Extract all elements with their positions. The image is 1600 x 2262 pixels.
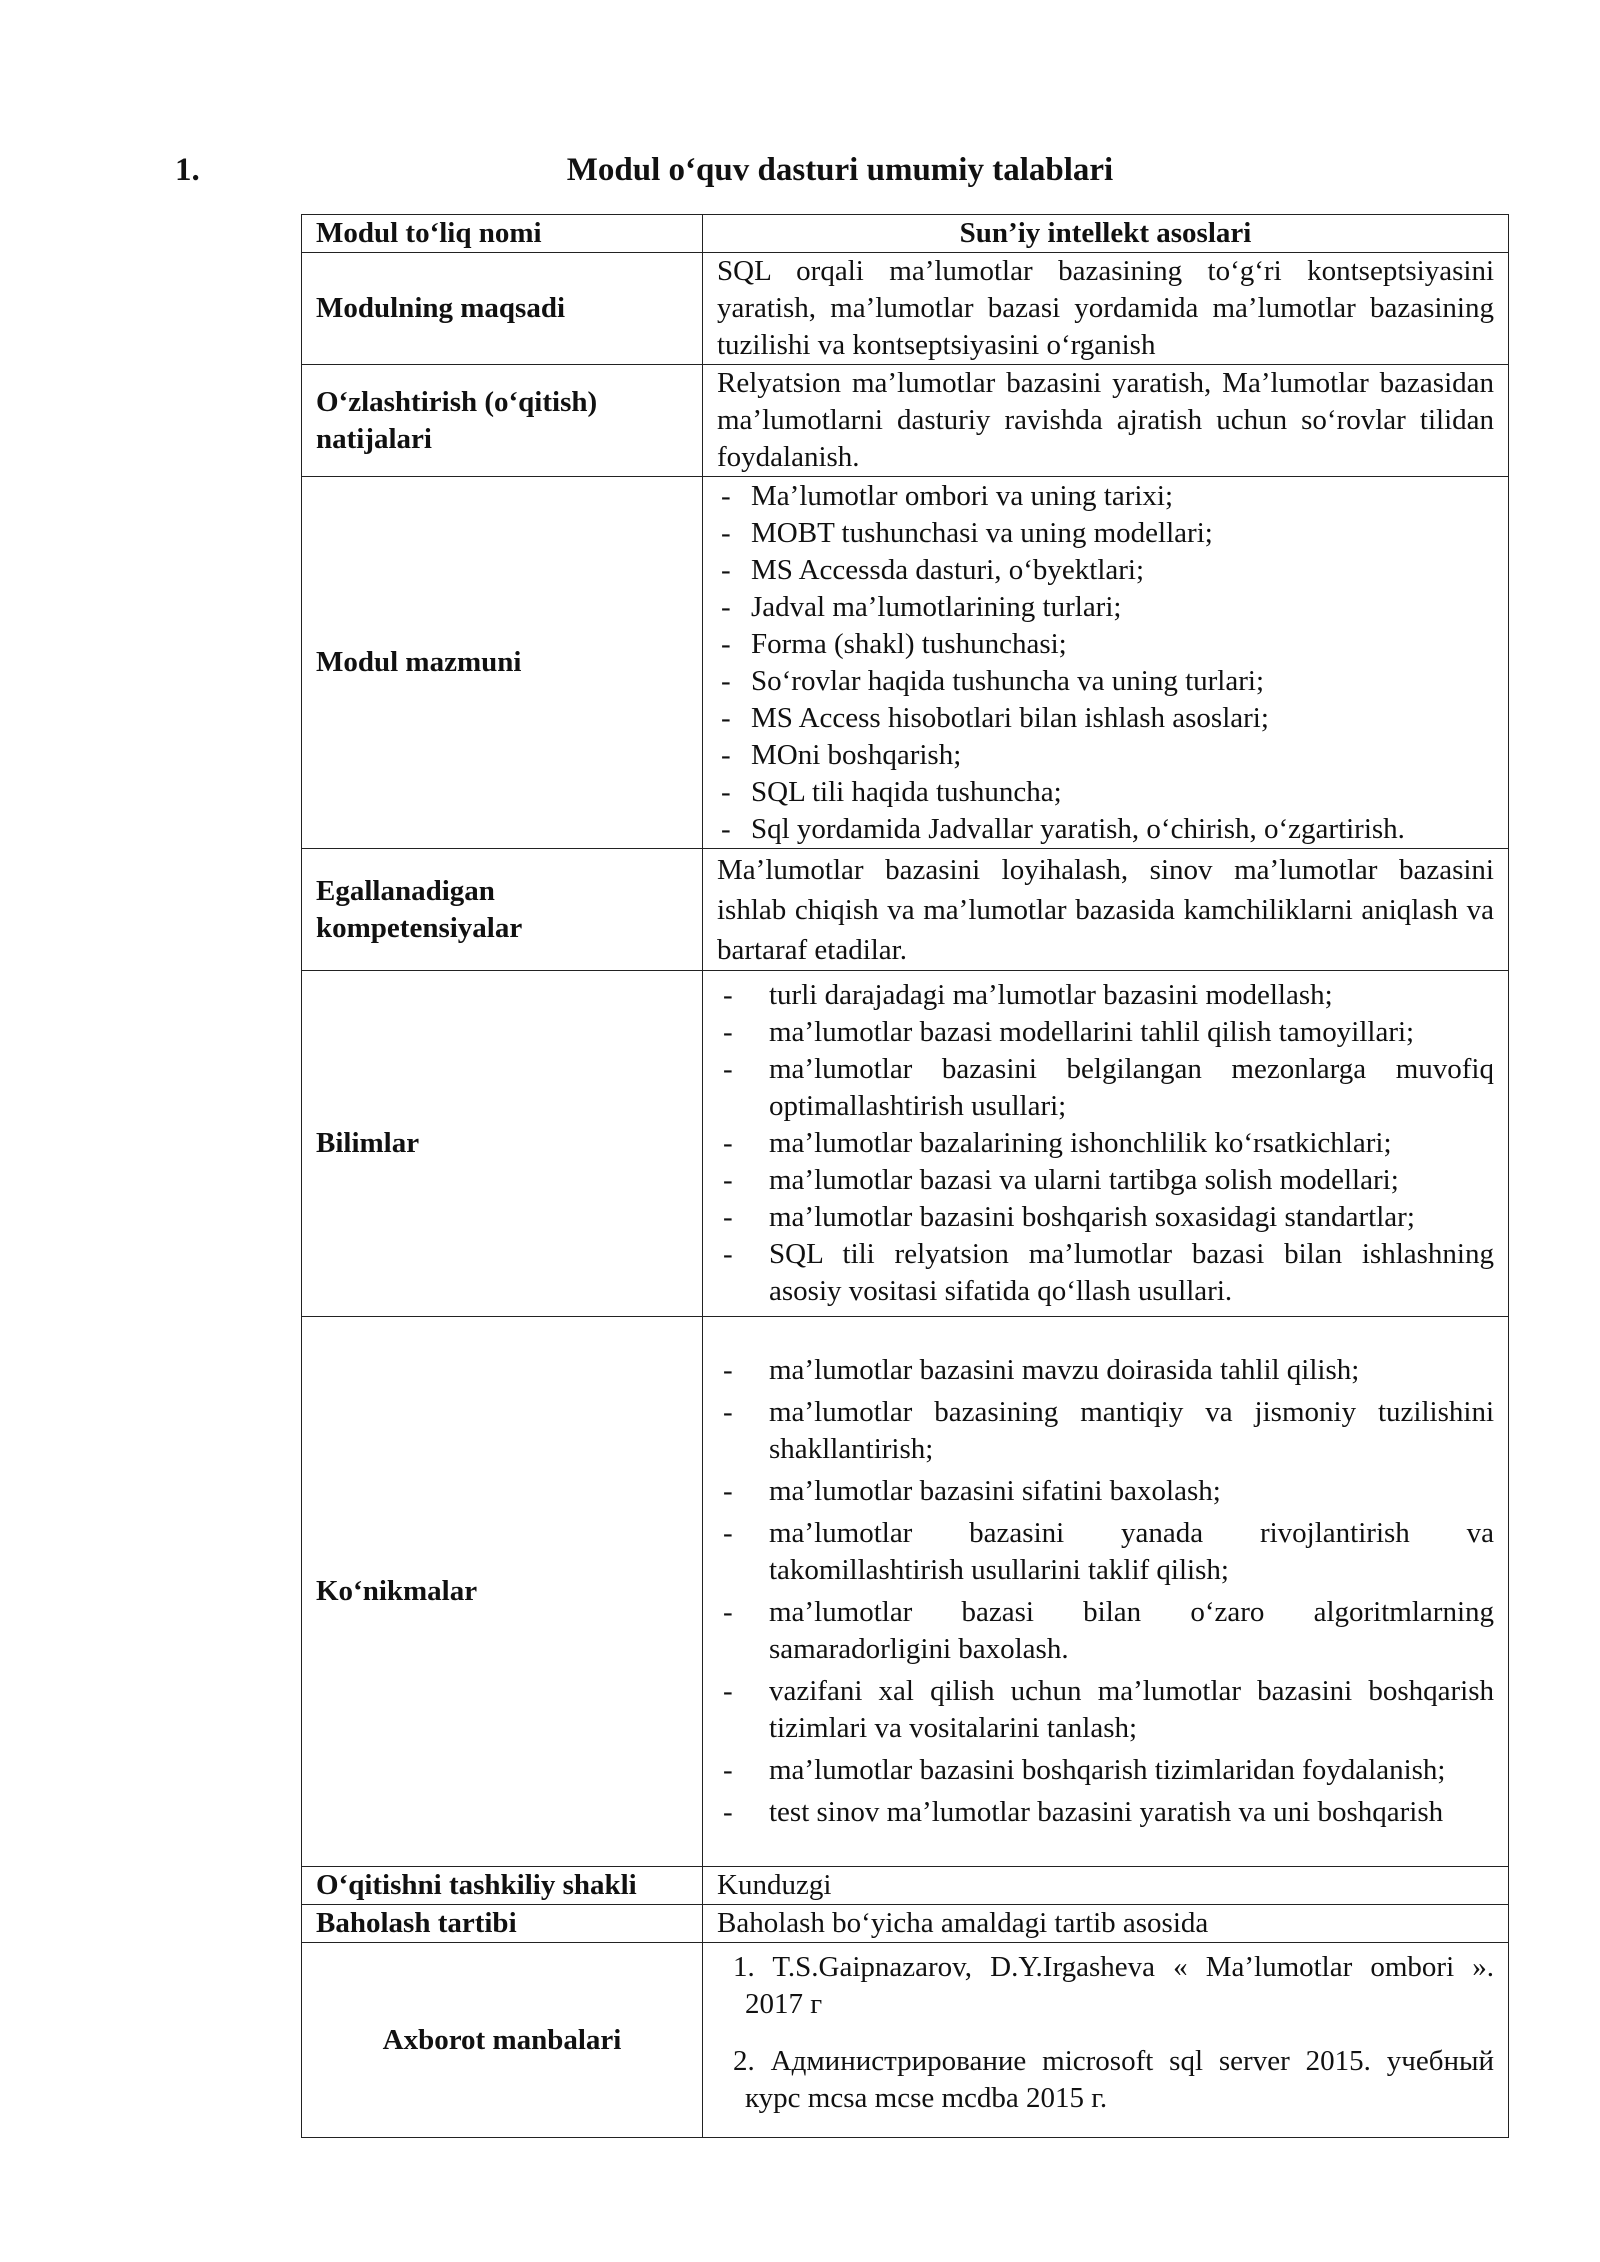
- outcomes-label: O‘zlashtirish (o‘qitish) natijalari: [302, 365, 703, 477]
- skills-list: [717, 1352, 1494, 1831]
- knowledge-value: [703, 971, 1509, 1317]
- list-item: - MS Access hisobotlari bilan ishlash asoslari;: [717, 700, 1494, 737]
- knowledge-label: Bilimlar: [302, 971, 703, 1317]
- list-item: - ma’lumotlar bazasini belgilangan mezonlarga muvofiq optimallashtirish usullari;: [717, 1051, 1494, 1125]
- content-label: Modul mazmuni: [302, 477, 703, 849]
- list-item: - SQL tili haqida tushuncha;: [717, 774, 1494, 811]
- list-item: - ma’lumotlar bazalarining ishonchlilik ko‘rsatkichlari;: [717, 1125, 1494, 1162]
- row-assessment: [302, 1905, 1509, 1943]
- sources-value: [703, 1943, 1509, 2138]
- list-item: - MS Accessda dasturi, o‘byektlari;: [717, 552, 1494, 589]
- competencies-value: Ma’lumotlar bazasini loyihalash, sinov ma’lumotlar bazasini ishlab chiqish va ma’lumotlar bazasida kamchiliklarni aniqlash va bartaraf etadilar.: [703, 849, 1509, 971]
- list-item: - vazifani xal qilish uchun ma’lumotlar bazasini boshqarish tizimlari va vositalarini tanlash;: [717, 1673, 1494, 1747]
- list-item: 1. T.S.Gaipnazarov, D.Y.Irgasheva « Ma’lumotlar ombori ». 2017 г: [733, 1951, 1494, 2020]
- list-item: - turli darajadagi ma’lumotlar bazasini modellash;: [717, 977, 1494, 1014]
- list-item: - ma’lumotlar bazasini boshqarish soxasidagi standartlar;: [717, 1199, 1494, 1236]
- list-item: - ma’lumotlar bazasini mavzu doirasida tahlil qilish;: [717, 1352, 1494, 1389]
- row-competencies: [302, 849, 1509, 971]
- competencies-label: Egallanadigan kompetensiyalar: [302, 849, 703, 971]
- list-item: - Forma (shakl) tushunchasi;: [717, 626, 1494, 663]
- row-knowledge: [302, 971, 1509, 1317]
- sources-label: Axborot manbalari: [302, 1943, 703, 2138]
- list-item: - SQL tili relyatsion ma’lumotlar bazasi bilan ishlashning asosiy vositasi sifatida qo‘llash usullari.: [717, 1236, 1494, 1310]
- goal-label: Modulning maqsadi: [302, 253, 703, 365]
- section-number: 1.: [175, 152, 200, 188]
- row-form: [302, 1867, 1509, 1905]
- assessment-label: Baholash tartibi: [302, 1905, 703, 1943]
- goal-value: SQL orqali ma’lumotlar bazasining to‘g‘ri kontseptsiyasini yaratish, ma’lumotlar bazasi yordamida ma’lumotlar bazasining tuzilishi va kontseptsiyasini o‘rganish: [703, 253, 1509, 365]
- form-value: Kunduzgi: [703, 1867, 1509, 1905]
- content-value: [703, 477, 1509, 849]
- list-item: - Jadval ma’lumotlarining turlari;: [717, 589, 1494, 626]
- list-item: - ma’lumotlar bazasi modellarini tahlil qilish tamoyillari;: [717, 1014, 1494, 1051]
- list-item: - ma’lumotlar bazasining mantiqiy va jismoniy tuzilishini shakllantirish;: [717, 1394, 1494, 1468]
- row-sources: [302, 1943, 1509, 2138]
- sources-list: [717, 1949, 1494, 2117]
- module-requirements-table: [301, 214, 1509, 2138]
- skills-value: [703, 1317, 1509, 1867]
- list-item: - ma’lumotlar bazasi va ularni tartibga solish modellari;: [717, 1162, 1494, 1199]
- row-goal: [302, 253, 1509, 365]
- document-title: Modul o‘quv dasturi umumiy talablari: [566, 152, 1114, 188]
- list-item: - MOBT tushunchasi va uning modellari;: [717, 515, 1494, 552]
- outcomes-value: Relyatsion ma’lumotlar bazasini yaratish, Ma’lumotlar bazasidan ma’lumotlarni dasturiy ravishda ajratish uchun so‘rovlar tilidan foydalanish.: [703, 365, 1509, 477]
- knowledge-list: [717, 977, 1494, 1310]
- skills-label: Ko‘nikmalar: [302, 1317, 703, 1867]
- row-content: [302, 477, 1509, 849]
- row-outcomes: [302, 365, 1509, 477]
- list-item: - MOni boshqarish;: [717, 737, 1494, 774]
- list-item: - ma’lumotlar bazasi bilan o‘zaro algoritmlarning samaradorligini baxolash.: [717, 1594, 1494, 1668]
- row-full-name: [302, 215, 1509, 253]
- full-name-value: Sun’iy intellekt asoslari: [703, 215, 1509, 253]
- list-item: - Ma’lumotlar ombori va uning tarixi;: [717, 478, 1494, 515]
- full-name-label: Modul to‘liq nomi: [302, 215, 703, 253]
- list-item: - test sinov ma’lumotlar bazasini yaratish va uni boshqarish: [717, 1794, 1494, 1831]
- form-label: O‘qitishni tashkiliy shakli: [302, 1867, 703, 1905]
- list-item: - ma’lumotlar bazasini sifatini baxolash;: [717, 1473, 1494, 1510]
- assessment-value: Baholash bo‘yicha amaldagi tartib asosida: [703, 1905, 1509, 1943]
- list-item: - ma’lumotlar bazasini yanada rivojlantirish va takomillashtirish usullarini taklif qilish;: [717, 1515, 1494, 1589]
- content-list: [717, 478, 1494, 848]
- list-item: - Sql yordamida Jadvallar yaratish, o‘chirish, o‘zgartirish.: [717, 811, 1494, 848]
- list-item: - ma’lumotlar bazasini boshqarish tizimlaridan foydalanish;: [717, 1752, 1494, 1789]
- list-item: - So‘rovlar haqida tushuncha va uning turlari;: [717, 663, 1494, 700]
- row-skills: [302, 1317, 1509, 1867]
- document-heading: [0, 148, 1600, 198]
- list-item: 2. Администрирование microsoft sql server 2015. учебный курс mcsa mcse mcdba 2015 г.: [733, 2045, 1494, 2114]
